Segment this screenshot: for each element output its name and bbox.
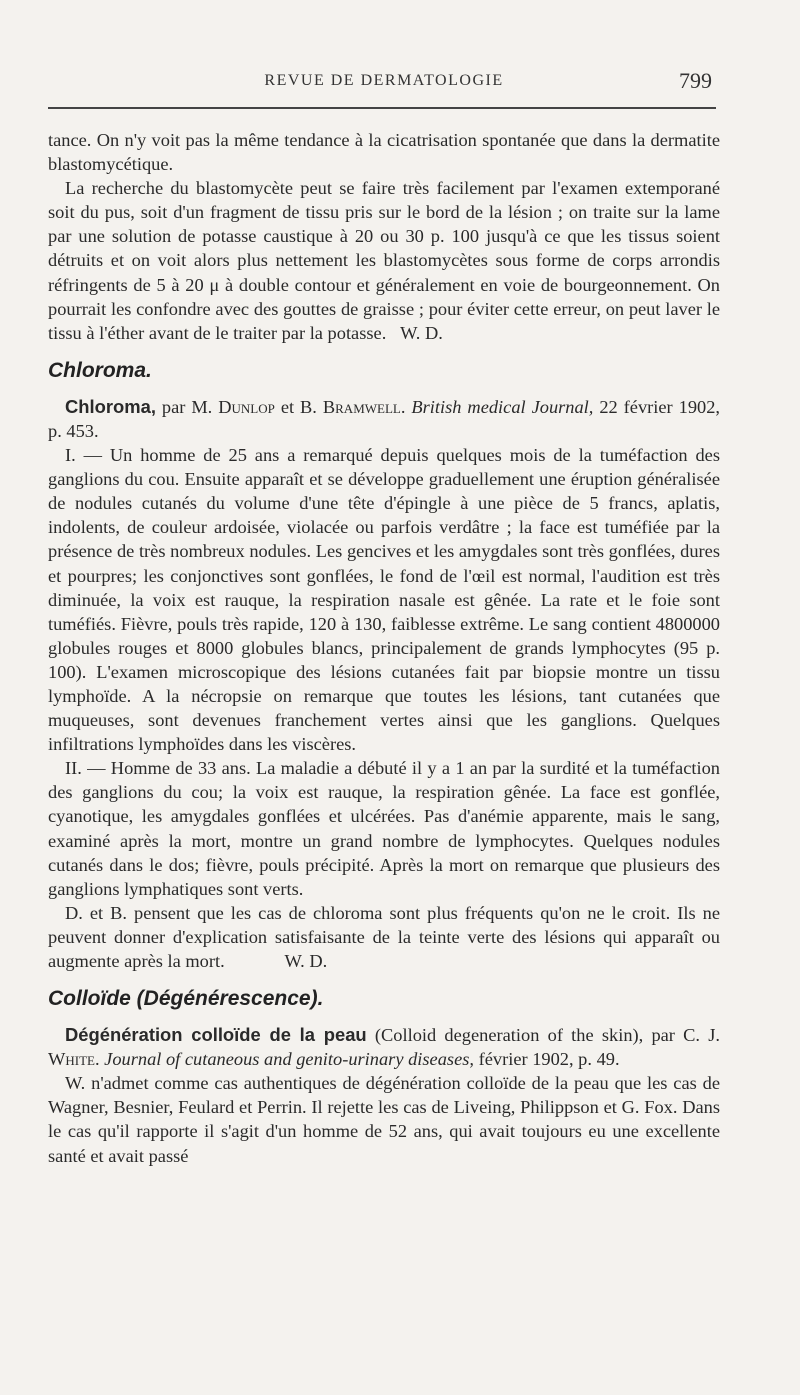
article-title: Dégénération colloïde de la peau [65,1024,367,1046]
page-number: 799 [679,68,712,93]
colloide-body: W. n'admet comme cas authentiques de dégénération colloïde de la peau que les cas de Wagner, Besnier, Feulard et Perrin. Il rejette les cas de Liveing, Philippson et G. Fox. Dans le cas qu'il rapporte il s'agit d'un homme de 52 ans, qui avait toujours eu une excellente santé et avait passé [48,1073,720,1166]
section-heading-chloroma: Chloroma. [48,358,152,382]
journal-name: Journal of cutaneous and genito-urinary diseases, [104,1049,474,1070]
section-heading-colloide: Colloïde (Dégénérescence). [48,987,324,1011]
running-title: REVUE DE DERMATOLOGIE [264,72,504,89]
conclusion-paragraph [48,901,720,973]
citation-date: 22 février 1902, p. 453. [48,396,721,441]
signature: W. D. [284,951,328,971]
case-one: I. — Un homme de 25 ans a remarqué depuis quelques mois de la tuméfaction des ganglions du cou. Ensuite apparaît et se développe graduellement une éruption généralisée de nodules cutanés du volume d'une tête d'épingle à une pièce de 5 francs, aplatis, indolents, de couleur ardoisée, violacée ou parfois verdâtre ; la face est tuméfiée par la présence de très nombreux nodules. Les gencives et les amygdales sont très gonflées, dures et pourpres; les conjonctives sont gonflées, le fond de l'œil est normal, l'audition est très diminuée, la voix est rauque, la respiration nasale est gênée. La rate et le foie sont tuméfiés. Fièvre, pouls très rapide, 120 à 130, faiblesse extrême. Le sang contient 4800000 globules rouges et 8000 globules blancs, principalement de grands lymphocytes (95 p. 100). L'examen microscopique des lésions cutanées fait par biopsie montre un tissu lymphoïde. A la nécropsie on remarque que toutes les lésions, tant cutanées que muqueuses, sont devenues franchement vertes ainsi que les ganglions. Quelques infiltrations lymphoïdes dans les viscères. [48,445,720,755]
paragraph-continued: tance. On n'y voit pas la même tendance à la cicatrisation spontanée que dans la dermatite blastomycétique. [48,130,720,175]
case-two: II. — Homme de 33 ans. La maladie a débuté il y a 1 an par la surdité et la tuméfaction des ganglions du cou; la voix est rauque, la respiration gênée. La face est gonflée, cyanotique, les amygdales gonflées et ulcérées. Pas d'anémie apparente, mais le sang, examiné après la mort, montre un grand nombre de lymphocytes. Quelques nodules cutanés dans le dos; fièvre, pouls précipité. Après la mort on remarque que plusieurs des ganglions lymphatiques sont verts. [48,758,720,899]
page-header [48,64,720,104]
journal-name: British medical Journal, [411,396,594,417]
author-name: White. [48,1049,100,1070]
page-content [48,128,720,1168]
citation-date: février 1902, p. 49. [478,1049,620,1070]
author-name: Bramwell. [322,396,406,417]
paragraph-blastomycete [48,176,720,345]
signature: W. D. [400,322,443,343]
authors-prefix: par M. [161,396,213,417]
paragraph-text: La recherche du blastomycète peut se faire très facilement par l'examen extemporané soit du pus, soit d'un fragment de tissu pris sur le bord de la lésion ; on traite sur la lame par une solution de potasse caustique à 20 ou 30 p. 100 jusqu'à ce que les tissus soient détruits et on voit alors plus nettement les blastomycètes sous forme de corps arrondis réfringents de 5 à 20 μ à double contour et généralement en voie de bourgeonnement. On pourrait les confondre avec des gouttes de graisse ; pour éviter cette erreur, on peut laver le tissu à l'éther avant de le traiter par la potasse. [48,178,720,343]
conjunction: et B. [280,396,317,417]
paragraph-text: D. et B. pensent que les cas de chloroma sont plus fréquents qu'on ne le croit. Ils ne peuvent donner d'explication satisfaisante de la teinte verte des lésions qui apparaît ou augmente après la mort. [48,902,720,971]
author-name: Dunlop [218,396,275,417]
article-citation-colloide [48,1023,720,1071]
article-citation-chloroma [48,395,720,443]
header-rule [48,107,716,109]
article-title: Chloroma, [65,395,156,417]
english-title: (Colloid degeneration of the skin), par C. J. [374,1025,720,1046]
